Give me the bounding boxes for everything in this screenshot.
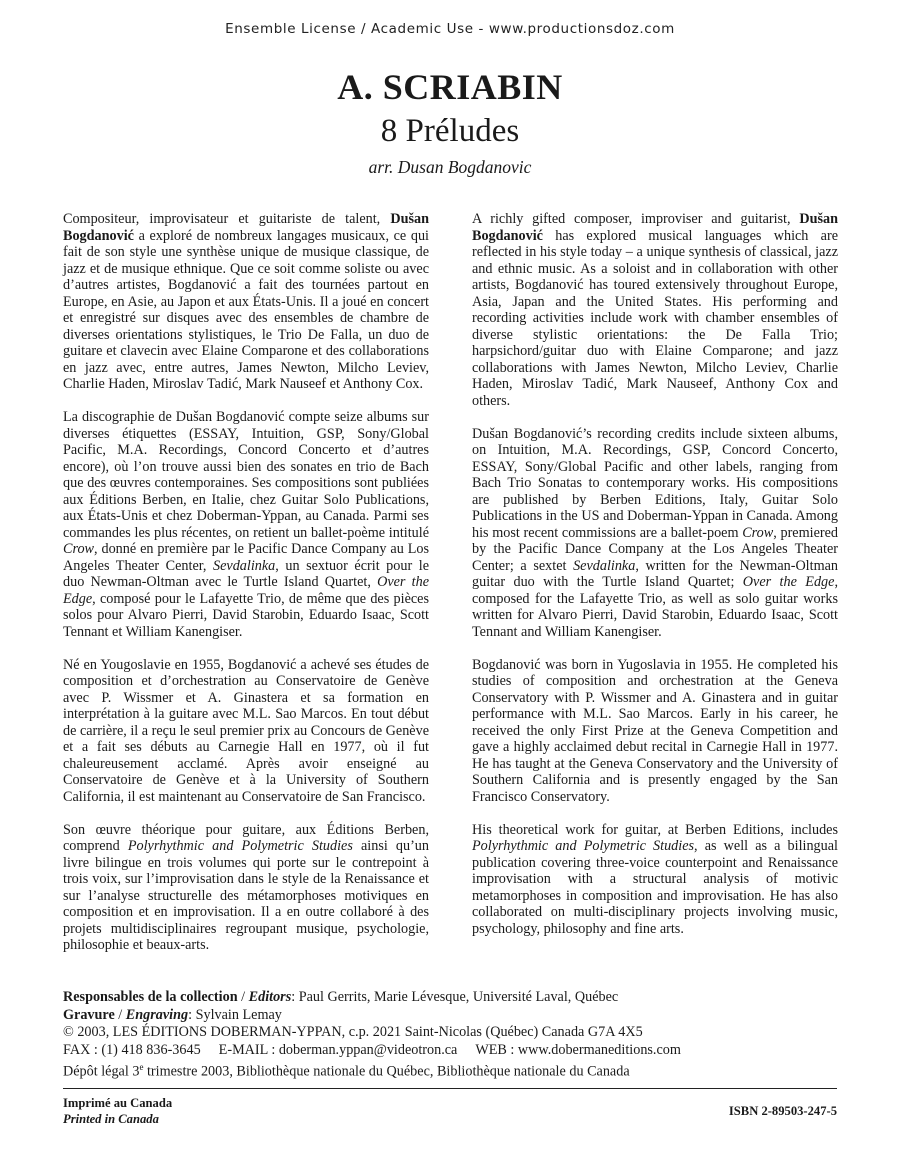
engraving-label-fr: Gravure [63, 1006, 115, 1023]
english-p4-b: , as well as a bilingual publication covering three-voice counterpoint and Renaissance improvisation with a structural analysis of motivic metamorphoses in composition and improvisation. He has also collaborated on multi-disciplinary projects involving music, psychology, philosophy and fine arts. [472, 838, 838, 937]
english-p4-a: His theoretical work for guitar, at Berben Editions, includes [472, 821, 838, 838]
depot-a: Dépôt légal 3 [63, 1064, 140, 1081]
french-p2-sevdalinka: Sevdalinka [213, 557, 276, 574]
engraving-slash: / [114, 1006, 126, 1023]
legal-deposit-line [63, 1059, 843, 1081]
website-address: WEB : www.dobermaneditions.com [475, 1041, 681, 1058]
english-p2-d: , composed for the Lafayette Trio, as well as solo guitar works written for Alvaro Pierri, David Starobin, Eduardo Isaac, Scott Tennant and William Kanengiser. [472, 574, 838, 640]
english-p4-studies: Polyrhythmic and Polymetric Studies [472, 838, 695, 854]
english-p2-a: Dušan Bogdanović’s recording credits include sixteen albums, on Intuition, M.A. Recordings, GSP, Concord Concerto, ESSAY, Sony/Global Pacific and other labels, ranging from Bach Trio Sonatas to contemporary works. His compositions are published by Berben Editions, Italy, Guitar Solo Publications in the US and Doberman-Yppan in Canada. Among his most recent commissions are a ballet-poem [472, 425, 838, 541]
isbn-number: ISBN 2-89503-247-5 [728, 1104, 837, 1118]
french-p2-edge: Over the Edge [63, 574, 429, 607]
printed-in-canada [63, 1096, 172, 1127]
french-p2-crow: Crow [63, 541, 95, 557]
editors-line [63, 989, 843, 1007]
english-paragraph-3: Bogdanović was born in Yugoslavia in 1955. He completed his studies of composition and orchestration at the Geneva Conservatory with P. Wissmer and A. Ginastera and in guitar performance with M.L. Sao Marcos. Early in his career, he received the only First Prize at the Geneva Competition and gave a highly acclaimed debut recital in Carnegie Hall in 1977. He has taught at the Geneva Conservatory and the University of Southern California and is presently engaged by the San Francisco Conservatory. [472, 656, 838, 805]
printed-fr: Imprimé au Canada [63, 1096, 173, 1110]
french-p4-a: Son œuvre théorique pour guitare, aux Éditions Berben, comprend [63, 821, 429, 854]
french-p2-b: , donné en première par le Pacific Dance Company au Los Angeles Theater Center, [63, 541, 429, 574]
english-paragraph-1 [472, 211, 838, 409]
contact-line [63, 1042, 843, 1060]
printed-en: Printed in Canada [63, 1111, 159, 1126]
french-biography-column [63, 211, 429, 970]
email-address: E-MAIL : doberman.yppan@videotron.ca [218, 1041, 458, 1058]
english-p2-sevdalinka: Sevdalinka [573, 557, 636, 574]
french-p2-c: , un sextuor écrit pour le duo Newman-Oltman avec le Turtle Island Quartet, [63, 557, 429, 590]
english-p2-c: , written for the Newman-Oltman guitar duo with the Turtle Island Quartet; [472, 557, 838, 590]
french-paragraph-2 [63, 409, 429, 640]
editors-value: : Paul Gerrits, Marie Lévesque, Université Laval, Québec [291, 989, 619, 1005]
english-paragraph-4 [472, 822, 838, 938]
arranger-credit: arr. Dusan Bogdanovic [368, 157, 532, 177]
license-line: Ensemble License / Academic Use - www.productionsdoz.com [225, 21, 675, 37]
english-paragraph-2 [472, 426, 838, 641]
editors-label-en: Editors [248, 989, 292, 1005]
engraving-value: : Sylvain Lemay [188, 1006, 282, 1023]
fax-number: FAX : (1) 418 836-3645 [63, 1041, 201, 1058]
french-p1-name: Dušan Bogdanović [63, 211, 429, 244]
footer-divider [63, 1088, 837, 1089]
engraving-line [63, 1007, 843, 1025]
french-p2-a: La discographie de Dušan Bogdanović compte seize albums sur diverses étiquettes (ESSAY, Intuition, GSP, Sony/Global Pacific, M.A. Recordings, Concord Concerto et d’autres encore), où l’on trouve aussi bien des sonates en trio de Bach que des œuvres contemporaines. Ses compositions sont publiées aux Éditions Berben, en Italie, chez Guitar Solo Publications, aux États-Unis et chez Doberman-Yppan, au Canada. Parmi ses commandes les plus récentes, on retient un ballet-poème intitulé [63, 409, 429, 541]
english-p2-edge: Over the Edge [742, 574, 835, 590]
editors-slash: / [237, 989, 249, 1005]
english-p1-text-a: A richly gifted composer, improviser and guitarist, [472, 211, 800, 227]
publication-credits [63, 989, 843, 1082]
french-paragraph-1 [63, 211, 429, 393]
french-p1-text-b: a exploré de nombreux langages musicaux, ce qui fait de son style une synthèse unique de musique classique, de jazz et de musique ethnique. Que ce soit comme soliste ou avec d’autres artistes, Bogdanović a fait des tournées partout en Europe, en Asie, au Japon et aux États-Unis. Il a joué en concert et enregistré sur disques avec des ensembles de chambre de diverses orientations stylistiques, le Trio De Falla, un duo de guitare et clavecin avec Elaine Comparone et des collaborations en jazz avec, entre autres, James Newton, Milcho Leviev, Charlie Haden, Miroslav Tadić, Mark Nauseef et Anthony Cox. [63, 227, 429, 392]
depot-sup: e [139, 1062, 144, 1073]
english-p2-b: , premiered by the Pacific Dance Company at the Los Angeles Theater Center; a sextet [472, 524, 838, 574]
french-paragraph-4 [63, 822, 429, 954]
french-p4-studies: Polyrhythmic and Polymetric Studies [127, 838, 353, 854]
engraving-label-en: Engraving [125, 1006, 189, 1023]
english-p1-text-b: has explored musical languages which are reflected in his style today – a unique synthesis of classical, jazz and ethnic music. As a soloist and in collaboration with other artists, Bogdanović has toured extensively throughout Europe, Asia, Japan and the United States. His performing and recording activities include work with chamber ensembles of diverse stylistic orientations: the De Falla Trio; harpsichord/guitar duo with Elaine Comparone; and jazz collaborations with James Newton, Milcho Leviev, Charlie Haden, Miroslav Tadić, Mark Nauseef, Anthony Cox and others. [472, 227, 838, 409]
english-biography-column [472, 211, 838, 954]
copyright-line: © 2003, LES ÉDITIONS DOBERMAN-YPPAN, c.p. 2021 Saint-Nicolas (Québec) Canada G7A 4X5 [63, 1024, 643, 1041]
french-p1-text-a: Compositeur, improvisateur et guitariste de talent, [63, 211, 391, 227]
english-p2-crow: Crow [742, 524, 774, 541]
french-paragraph-3: Né en Yougoslavie en 1955, Bogdanović a achevé ses études de composition et d’orchestration au Conservatoire de Genève avec P. Wissmer et A. Ginastera et sa formation en interprétation à la guitare avec M.L. Sao Marcos. En tout début de carrière, il a reçu le seul premier prix au Concours de Genève et a fait ses débuts au Carnegie Hall en 1977, où il fut chaleureusement acclamé. Après avoir enseigné au Conservatoire de Genève et à la University of Southern California, il est maintenant au Conservatoire de San Francisco. [63, 656, 429, 805]
french-p4-b: ainsi qu’un livre bilingue en trois volumes qui porte sur le contrepoint à trois voix, sur l’improvisation dans le style de la Renaissance et sur l’analyse structurelle des métamorphoses motiviques en composition et en improvisation. Il a en outre collaboré à des projets multidisciplinaires regroupant musique, psychologie, philosophie et beaux-arts. [63, 838, 429, 953]
french-p2-d: , composé pour le Lafayette Trio, de même que des pièces solos pour Alvaro Pierri, David Starobin, Eduardo Isaac, Scott Tennant et William Kanengiser. [63, 590, 429, 640]
english-p1-name: Dušan Bogdanović [472, 211, 838, 244]
depot-b: trimestre 2003, Bibliothèque nationale du Québec, Bibliothèque nationale du Canada [143, 1064, 630, 1081]
composer-name: A. SCRIABIN [337, 67, 563, 107]
work-title: 8 Préludes [380, 113, 520, 149]
editors-label-fr: Responsables de la collection [63, 989, 238, 1005]
